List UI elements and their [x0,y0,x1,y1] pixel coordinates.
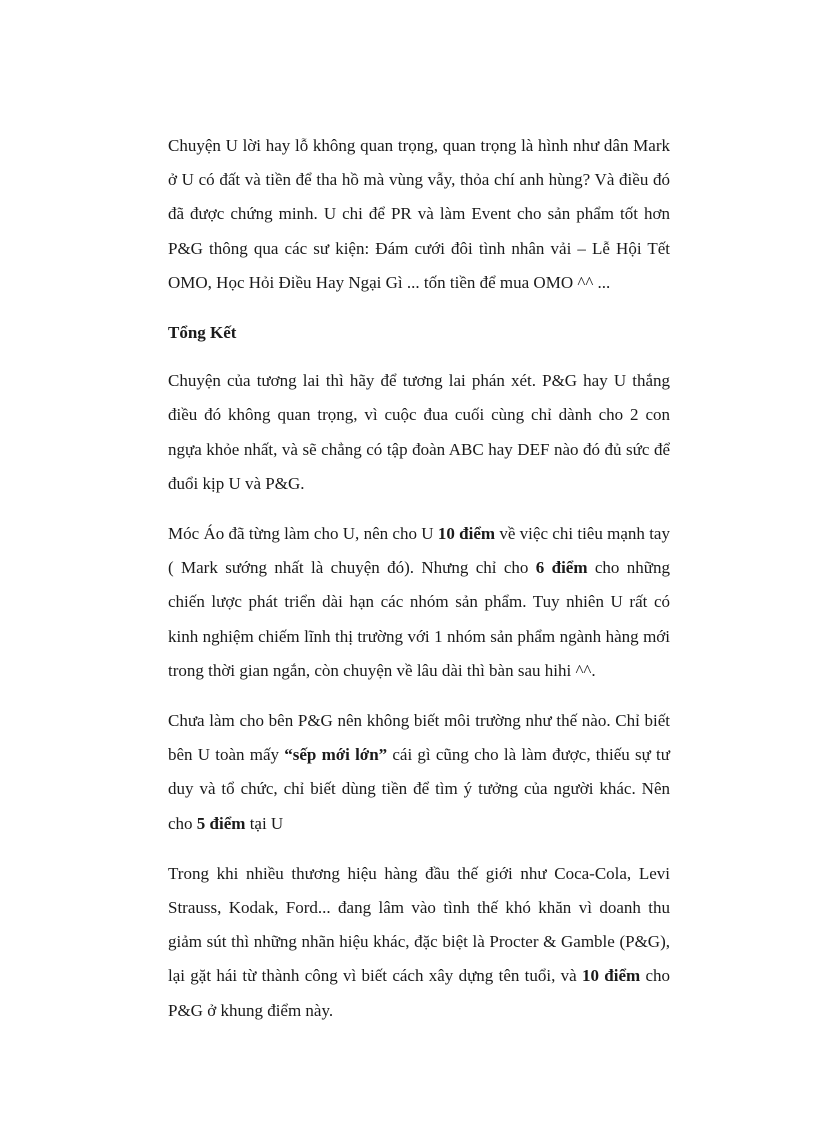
score-highlight: 6 điểm [535,558,588,578]
paragraph-unilever-marketing: Chuyện U lời hay lỗ không quan trọng, quan trọng là hình như dân Mark ở U có đất và tiền để tha hồ mà vùng vẫy, thỏa chí anh hùng? Và điều đó đã được chứng minh. U chi để PR và làm Event cho sản phẩm tốt hơn P&G thông qua các sư kiện: Đám cưới đôi tình nhân vải – Lễ Hội Tết OMO, Học Hỏi Điều Hay Ngại Gì ... tốn tiền để mua OMO ^^ ... [168,136,670,292]
score-highlight: 10 điểm [437,524,496,544]
score-highlight: 10 điểm [581,966,641,986]
text-run: cho những chiến lược phát triển dài hạn các nhóm sản phẩm. Tuy nhiên U rất có kinh nghiệm chiếm lĩnh thị trường với 1 nhóm sản phẩm ngành hàng mới trong thời gian ngắn, còn chuyện về lâu dài thì bàn sau hihi ^^. [168,558,670,680]
text-run: tại U [245,813,284,833]
section-heading-summary: Tổng Kết [168,323,237,343]
score-highlight: 5 điểm [196,813,246,833]
paragraph-pg-environment [168,704,670,841]
document-body [168,129,670,1044]
paragraph-unilever-score [168,517,670,688]
bold-quote: “sếp mới lớn” [284,745,388,765]
text-run: cái gì cũng cho là làm được, thiếu sự tư duy và tổ chức, chỉ biết dùng tiền để tìm ý tưởng của người khác. Nên cho [168,745,670,833]
text-run: cho P&G ở khung điểm này. [168,966,671,1020]
paragraph-future-judgement: Chuyện của tương lai thì hãy để tương lai phán xét. P&G hay U thắng điều đó không quan trọng, vì cuộc đua cuối cùng chỉ dành cho 2 con ngựa khỏe nhất, và sẽ chẳng có tập đoàn ABC hay DEF nào đó đủ sức để đuổi kịp U và P&G. [168,371,670,493]
text-run: Chưa làm cho bên P&G nên không biết môi trường như thế nào. Chỉ biết bên U toàn mấy [168,711,670,765]
text-run: Trong khi nhiều thương hiệu hàng đầu thế giới như Coca-Cola, Levi Strauss, Kodak, Ford... đang lâm vào tình thế khó khăn vì doanh thu giảm sút thì những nhãn hiệu khác, đặc biệt là Procter & Gamble (P&G), lại gặt hái từ thành công vì biết cách xây dựng tên tuổi, và [168,863,670,986]
paragraph-pg-brand [168,857,670,1028]
text-run: Móc Áo đã từng làm cho U, nên cho U [168,524,438,544]
text-run: về việc chi tiêu mạnh tay ( Mark sướng nhất là chuyện đó). Nhưng chỉ cho [168,524,670,578]
